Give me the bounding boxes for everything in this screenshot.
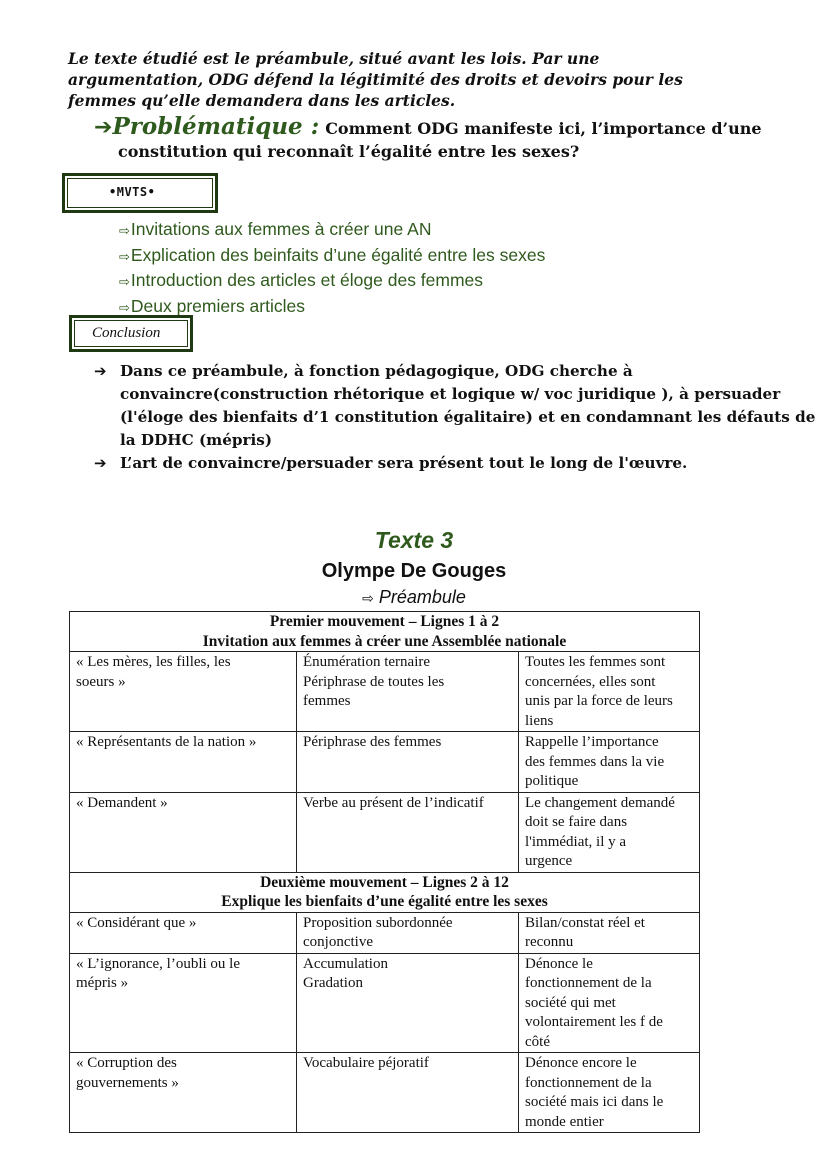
conclusion-label: Conclusion: [92, 325, 161, 341]
arrow-right-icon: ⇨: [119, 224, 130, 239]
section-subtitle-text: Préambule: [378, 587, 466, 607]
arrow-icon: ➔: [94, 454, 107, 472]
list-item-text: Invitations aux femmes à créer une AN: [130, 219, 432, 239]
quote-cell: « Considérant que »: [70, 912, 297, 953]
quote-cell: « Corruption des gouvernements »: [70, 1053, 297, 1133]
quote-cell: « L’ignorance, l’oubli ou le mépris »: [70, 953, 297, 1053]
table-header-row: [70, 872, 700, 912]
conclusion-text: Dans ce préambule, à fonction pédagogique, ODG cherche à: [120, 362, 633, 380]
mvts-label: •MVTS•: [109, 185, 156, 199]
effect-cell: Toutes les femmes sont concernées, elles sont unis par la force de leurs liens: [519, 652, 700, 732]
quote-cell: « Demandent »: [70, 792, 297, 872]
author-name: Olympe De Gouges: [321, 560, 507, 582]
effect-cell: Dénonce le fonctionnement de la société qui met volontairement les f de côté: [519, 953, 700, 1053]
problematique-label: Problématique :: [112, 113, 320, 140]
list-item-text: Introduction des articles et éloge des femmes: [130, 270, 484, 290]
intro-line: Le texte étudié est le préambule, situé avant les lois. Par une: [68, 49, 600, 68]
table-row: [70, 953, 700, 1053]
problematique: [94, 113, 794, 161]
intro-paragraph: [68, 48, 768, 111]
conclusion-text: convaincre(construction rhétorique et logique w/ voc juridique ), à persuader: [120, 385, 781, 403]
analysis-table: [69, 611, 700, 1133]
figure-cell: Vocabulaire péjoratif: [297, 1053, 519, 1133]
list-item: [119, 244, 545, 270]
list-item-text: Deux premiers articles: [130, 295, 305, 316]
table-row: [70, 732, 700, 793]
effect-cell: Rappelle l’importance des femmes dans la vie politique: [519, 732, 700, 793]
figure-cell: Verbe au présent de l’indicatif: [297, 792, 519, 872]
conclusion-box: [69, 315, 193, 352]
list-item-text: Explication des beinfaits d’une égalité entre les sexes: [130, 244, 546, 265]
list-item: [94, 452, 794, 475]
arrow-right-icon: ⇨: [119, 300, 130, 316]
mvts-box: [62, 173, 218, 213]
arrow-right-icon: ⇨: [119, 249, 130, 265]
intro-line: femmes qu’elle demandera dans les articles.: [68, 91, 456, 110]
table-row: [70, 792, 700, 872]
table-row: [70, 912, 700, 953]
conclusion-text: (l'éloge des bienfaits d’1 constitution égalitaire) et en condamnant les défauts de: [120, 408, 816, 426]
movement-title: Premier mouvement – Lignes 1 à 2: [269, 613, 500, 630]
table-row: [70, 1053, 700, 1133]
arrow-icon: ➔: [94, 115, 113, 140]
section-subtitle: [0, 587, 828, 608]
arrow-right-icon: ⇨: [362, 591, 374, 607]
figure-cell: Énumération ternaire Périphrase de toutes les femmes: [297, 652, 519, 732]
conclusion-text: la DDHC (mépris): [120, 431, 273, 449]
list-item: [119, 218, 545, 244]
movement-header: [70, 612, 700, 652]
list-item: [94, 360, 816, 452]
intro-line: argumentation, ODG défend la légitimité des droits et devoirs pour les: [68, 70, 683, 89]
effect-cell: Dénonce encore le fonctionnement de la société mais ici dans le monde entier: [519, 1053, 700, 1133]
movement-title: Deuxième mouvement – Lignes 2 à 12: [260, 873, 509, 891]
quote-cell: « Les mères, les filles, les soeurs »: [70, 652, 297, 732]
figure-cell: Accumulation Gradation: [297, 953, 519, 1053]
arrow-icon: ➔: [94, 362, 107, 380]
conclusion-text: L’art de convaincre/persuader sera présent tout le long de l'œuvre.: [120, 454, 688, 472]
movement-subtitle: Explique les bienfaits d’une égalité entre les sexes: [221, 893, 548, 910]
table-row: [70, 652, 700, 732]
quote-cell: « Représentants de la nation »: [70, 732, 297, 793]
effect-cell: Le changement demandé doit se faire dans l'immédiat, il y a urgence: [519, 792, 700, 872]
problematique-question: Comment ODG manifeste ici, l’importance d’une: [325, 119, 762, 138]
effect-cell: Bilan/constat réel et reconnu: [519, 912, 700, 953]
section-title: Texte 3: [374, 527, 454, 553]
figure-cell: Proposition subordonnée conjonctive: [297, 912, 519, 953]
figure-cell: Périphrase des femmes: [297, 732, 519, 793]
mvts-list: [119, 218, 545, 320]
list-item: [119, 269, 545, 295]
movement-subtitle: Invitation aux femmes à créer une Assemblée nationale: [202, 632, 567, 650]
arrow-right-icon: ⇨: [119, 275, 130, 290]
problematique-question-cont: constitution qui reconnaît l’égalité entre les sexes?: [118, 142, 580, 161]
table-header-row: [70, 612, 700, 652]
movement-header: [70, 872, 700, 912]
conclusion-list: [94, 360, 816, 475]
